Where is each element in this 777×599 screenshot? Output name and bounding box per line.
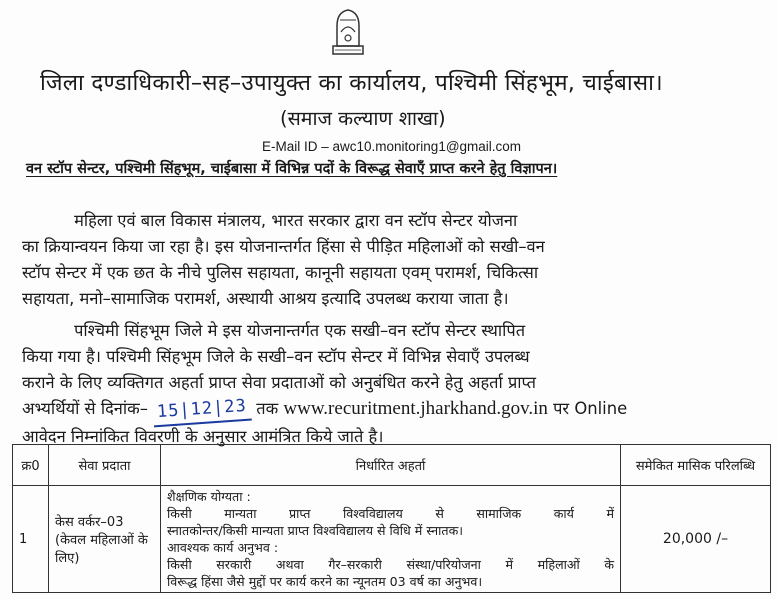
branch-heading: (समाज कल्याण शाखा) [280, 107, 446, 130]
table-row [13, 486, 771, 593]
para2-line: किया गया है। पश्चिमी सिंहभूम जिले के सखी–वन स्टॉप सेन्टर में विभिन्न सेवाएँ उपलब्ध [22, 347, 530, 366]
row-sn: 1 [13, 486, 49, 593]
advertisement-title: वन स्टॉप सेन्टर, पश्चिमी सिंहभूम, चाईबासा में विभिन्न पदों के विरूद्ध सेवाएँ प्राप्त करने हेतु विज्ञापन। [26, 161, 558, 177]
online-text: पर Online [547, 399, 628, 418]
para2-line [22, 396, 627, 424]
office-heading: जिला दण्डाधिकारी–सह–उपायुक्त का कार्यालय, पश्चिमी सिंहभूम, चाईबासा। [40, 70, 663, 96]
exp-line: किसी सरकारी अथवा गैर–सरकारी संस्था/परियोजना में महिलाओं के [167, 557, 614, 572]
para2-line: आवेदन निम्नांकित विवरणी के अनुसार आमंत्रित किये जाते है। [22, 427, 384, 446]
date-label: अभ्यर्थियों से दिनांक– [22, 399, 148, 418]
para1-line: महिला एवं बाल विकास मंत्रालय, भारत सरकार द्वारा वन स्टॉप सेन्टर योजना [22, 211, 518, 230]
intro-paragraph [22, 208, 545, 312]
recruitment-url[interactable]: www.recuritment.jharkhand.gov.in [283, 398, 548, 419]
header-sn: क्र0 [13, 445, 49, 486]
row-pay: 20,000 /– [621, 486, 771, 593]
para2-line: कराने के लिए व्यक्तिगत अहर्ता प्राप्त सेवा प्रदाताओं को अनुबंधित करने हेतु अहर्ता प्राप्त [22, 373, 536, 392]
para1-line: स्टॉप सेन्टर में एक छत के नीचे पुलिस सहायता, कानूनी सहायता एवम् परामर्श, चिकित्सा [22, 263, 539, 282]
vacancy-table [12, 444, 771, 593]
para2-line: पश्चिमी सिंहभूम जिले मे इस योजनान्तर्गत एक सखी–वन स्टॉप सेन्टर स्थापित [22, 321, 526, 340]
table-header-row [13, 445, 771, 486]
exp-label: आवश्यक कार्य अनुभव : [167, 540, 279, 555]
para1-line: सहायता, मनो–सामाजिक परामर्श, अस्थायी आश्रय इत्यादि उपलब्ध कराया जाता है। [22, 289, 509, 308]
national-emblem-icon [323, 2, 373, 58]
row-qualification [161, 486, 621, 593]
header-pay: समेकित मासिक परिलब्धि [621, 445, 771, 486]
handwritten-date: 15|12|23 [152, 393, 252, 428]
edu-line: किसी मान्यता प्राप्त विश्वविद्यालय से सामाजिक कार्य में [167, 506, 614, 521]
application-paragraph [22, 318, 627, 450]
exp-line: विरूद्ध हिंसा जैसे मुद्दों पर कार्य करने का न्यूनतम 03 वर्ष का अनुभव। [167, 574, 483, 589]
email-line: E-Mail ID – awc10.monitoring1@gmail.com [262, 139, 522, 154]
edu-label: शैक्षणिक योग्यता : [167, 489, 251, 504]
para1-line: का क्रियान्वयन किया जा रहा है। इस योजनान्तर्गत हिंसा से पीड़ित महिलाओं को सखी–वन [22, 237, 545, 256]
header-provider: सेवा प्रदाता [49, 445, 161, 486]
until-text: तक [251, 399, 284, 418]
row-provider: केस वर्कर–03 (केवल महिलाओं के लिए) [49, 486, 161, 593]
header-qualification: निर्धारित अहर्ता [161, 445, 621, 486]
edu-line: स्नातकोन्तर/किसी मान्यता प्राप्त विश्वविद्यालय से विधि में स्नातक। [167, 523, 464, 538]
